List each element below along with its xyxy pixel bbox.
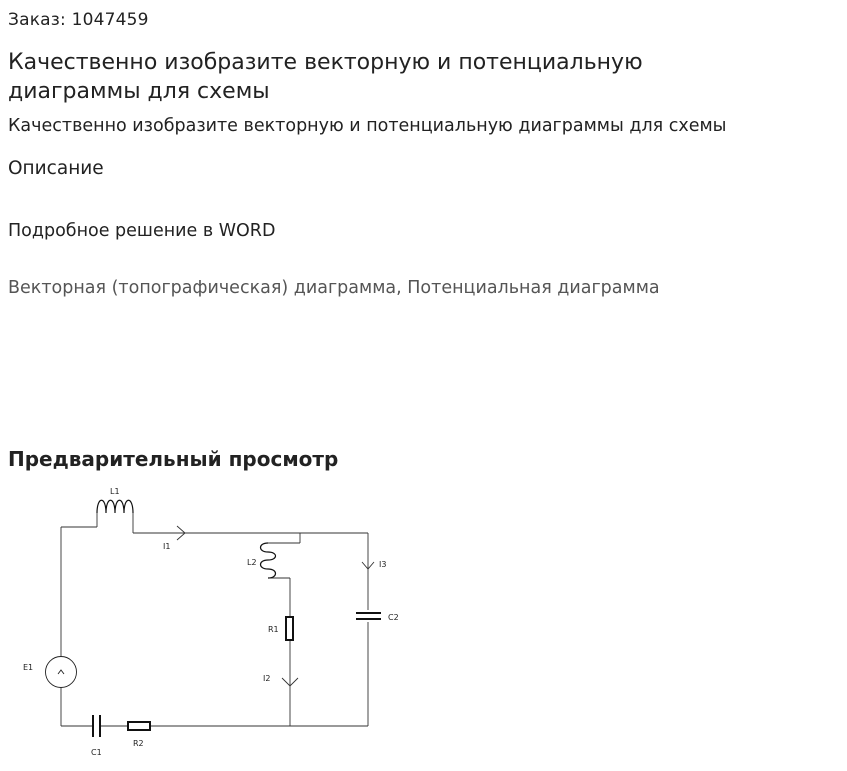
resistor-r2 <box>128 722 150 730</box>
description-heading: Описание <box>8 158 104 179</box>
tags-list: Векторная (топографическая) диаграмма, Потенциальная диаграмма <box>8 278 660 298</box>
label-i1: I1 <box>163 542 171 551</box>
inductor-l1 <box>97 500 133 513</box>
order-number: Заказ: 1047459 <box>8 10 149 30</box>
preview-heading: Предварительный просмотр <box>8 447 339 471</box>
label-r1: R1 <box>268 625 279 634</box>
label-e1: E1 <box>23 663 34 672</box>
circuit-diagram <box>0 480 420 765</box>
label-i3: I3 <box>379 560 387 569</box>
label-l2: L2 <box>247 558 257 567</box>
label-c1: C1 <box>91 748 102 757</box>
resistor-r1 <box>286 617 293 640</box>
label-i2: I2 <box>263 674 271 683</box>
voltage-source-e1 <box>46 657 77 688</box>
capacitor-c2 <box>356 613 381 619</box>
description-text: Подробное решение в WORD <box>8 221 276 241</box>
task-statement: Качественно изобразите векторную и потенциальную диаграммы для схемы <box>8 116 727 136</box>
page-title: Качественно изобразите векторную и потенциальную диаграммы для схемы <box>8 50 643 104</box>
capacitor-c1 <box>93 715 100 737</box>
label-r2: R2 <box>133 739 144 748</box>
label-c2: C2 <box>388 613 399 622</box>
inductor-l2 <box>261 543 276 578</box>
label-l1: L1 <box>110 487 120 496</box>
